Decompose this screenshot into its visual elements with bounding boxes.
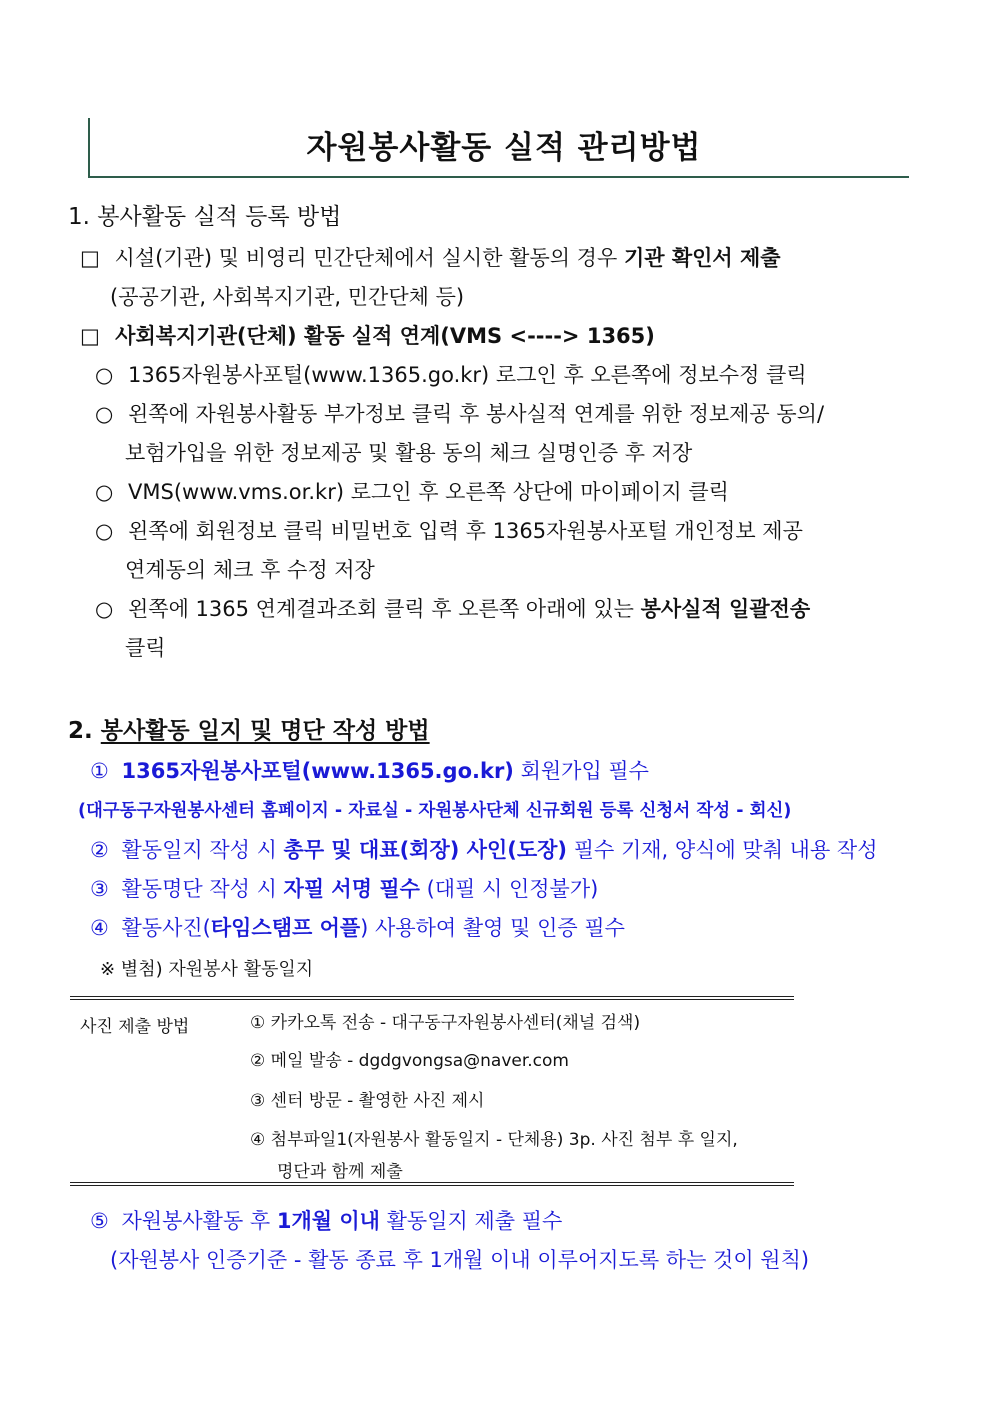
step-text: 왼쪽에 자원봉사활동 부가정보 클릭 후 봉사실적 연계를 위한 정보제공 동의/	[128, 402, 825, 426]
step-text: 왼쪽에 1365 연계결과조회 클릭 후 오른쪽 아래에 있는	[128, 597, 641, 621]
photo-table-row: ① 카카오톡 전송 - 대구동구자원봉사센터(채널 검색)	[250, 1013, 641, 1033]
photo-table-row-continuation: 명단과 함께 제출	[277, 1162, 403, 1182]
step-4	[95, 515, 803, 545]
section1-item1	[80, 242, 781, 272]
table-top-rule-2	[70, 999, 794, 1000]
point-number: ③	[90, 877, 109, 901]
point4-rest: ) 사용하여 촬영 및 인증 필수	[360, 916, 625, 940]
step-5-line2: 클릭	[125, 636, 166, 660]
step-1	[95, 359, 807, 389]
point-number: ④	[90, 916, 109, 940]
point3-rest: (대필 시 인정불가)	[419, 877, 599, 901]
point-2	[90, 834, 877, 864]
section2-title: 봉사활동 일지 및 명단 작성 방법	[100, 718, 430, 744]
item1-bold-text: 기관 확인서 제출	[623, 246, 781, 270]
point-4	[90, 912, 625, 942]
table-bottom-rule	[70, 1182, 794, 1183]
section1-item2	[80, 320, 655, 350]
point-number: ②	[90, 838, 109, 862]
circle-bullet: ○	[95, 519, 114, 543]
point3-text: 활동명단 작성 시	[121, 877, 284, 901]
step-text: VMS(www.vms.or.kr) 로그인 후 오른쪽 상단에 마이페이지 클릭	[128, 480, 729, 504]
circle-bullet: ○	[95, 480, 114, 504]
step-5	[95, 593, 810, 623]
item2-text: 사회복지기관(단체) 활동 실적 연계(VMS <----> 1365)	[115, 324, 655, 348]
step-3	[95, 476, 729, 506]
checkbox-bullet: □	[80, 324, 100, 348]
photo-table-label: 사진 제출 방법	[80, 1017, 190, 1037]
step5-bold-text: 봉사실적 일괄전송	[640, 597, 811, 621]
point2-bold: 총무 및 대표(회장) 사인(도장)	[283, 838, 568, 862]
point5-text: 자원봉사활동 후	[121, 1209, 277, 1233]
circle-bullet: ○	[95, 597, 114, 621]
step-2	[95, 398, 824, 428]
point4-bold: 타임스탬프 어플	[210, 916, 361, 940]
point2-text: 활동일지 작성 시	[121, 838, 284, 862]
photo-table-row: ④ 첨부파일1(자원봉사 활동일지 - 단체용) 3p. 사진 첨부 후 일지,	[250, 1130, 738, 1150]
section1-item1-note: (공공기관, 사회복지기관, 민간단체 등)	[110, 285, 465, 309]
step-text: 1365자원봉사포털(www.1365.go.kr) 로그인 후 오른쪽에 정보수정 클릭	[128, 363, 807, 387]
circle-bullet: ○	[95, 363, 114, 387]
point1-note: (대구동구자원봉사센터 홈페이지 - 자료실 - 자원봉사단체 신규회원 등록 신청서 작성 - 회신)	[78, 801, 792, 821]
point-3	[90, 873, 598, 903]
attachment-note: ※ 별첨) 자원봉사 활동일지	[100, 959, 314, 980]
page-title: 자원봉사활동 실적 관리방법	[306, 130, 702, 166]
table-bottom-rule-2	[70, 1185, 794, 1186]
circle-bullet: ○	[95, 402, 114, 426]
point1-rest: 회원가입 필수	[513, 759, 649, 783]
section2-number: 2.	[68, 718, 101, 744]
point-number: ⑤	[90, 1209, 109, 1233]
step-text: 왼쪽에 회원정보 클릭 비밀번호 입력 후 1365자원봉사포털 개인정보 제공	[128, 519, 803, 543]
section1-heading: 1. 봉사활동 실적 등록 방법	[68, 204, 342, 230]
step-2-line2: 보험가입을 위한 정보제공 및 활용 동의 체크 실명인증 후 저장	[125, 441, 693, 465]
table-top-rule	[70, 996, 794, 997]
point2-rest: 필수 기재, 양식에 맞춰 내용 작성	[567, 838, 878, 862]
point5-bold: 1개월 이내	[276, 1209, 380, 1233]
item1-text: 시설(기관) 및 비영리 민간단체에서 실시한 활동의 경우	[114, 246, 624, 270]
step-4-line2: 연계동의 체크 후 수정 저장	[125, 558, 375, 582]
point4-text: 활동사진(	[121, 916, 211, 940]
point5-note: (자원봉사 인증기준 - 활동 종료 후 1개월 이내 이루어지도록 하는 것이 원칙)	[110, 1248, 810, 1272]
section2-heading	[68, 712, 430, 745]
point5-rest: 활동일지 제출 필수	[379, 1209, 563, 1233]
point3-bold: 자필 서명 필수	[283, 877, 420, 901]
point-5	[90, 1205, 562, 1235]
checkbox-bullet: □	[80, 246, 100, 270]
point-number: ①	[90, 759, 109, 783]
photo-table-row: ② 메일 발송 - dgdgvongsa@naver.com	[250, 1051, 569, 1071]
point1-bold: 1365자원봉사포털(www.1365.go.kr)	[121, 759, 514, 783]
photo-table-row: ③ 센터 방문 - 촬영한 사진 제시	[250, 1091, 485, 1111]
point-1	[90, 755, 649, 785]
